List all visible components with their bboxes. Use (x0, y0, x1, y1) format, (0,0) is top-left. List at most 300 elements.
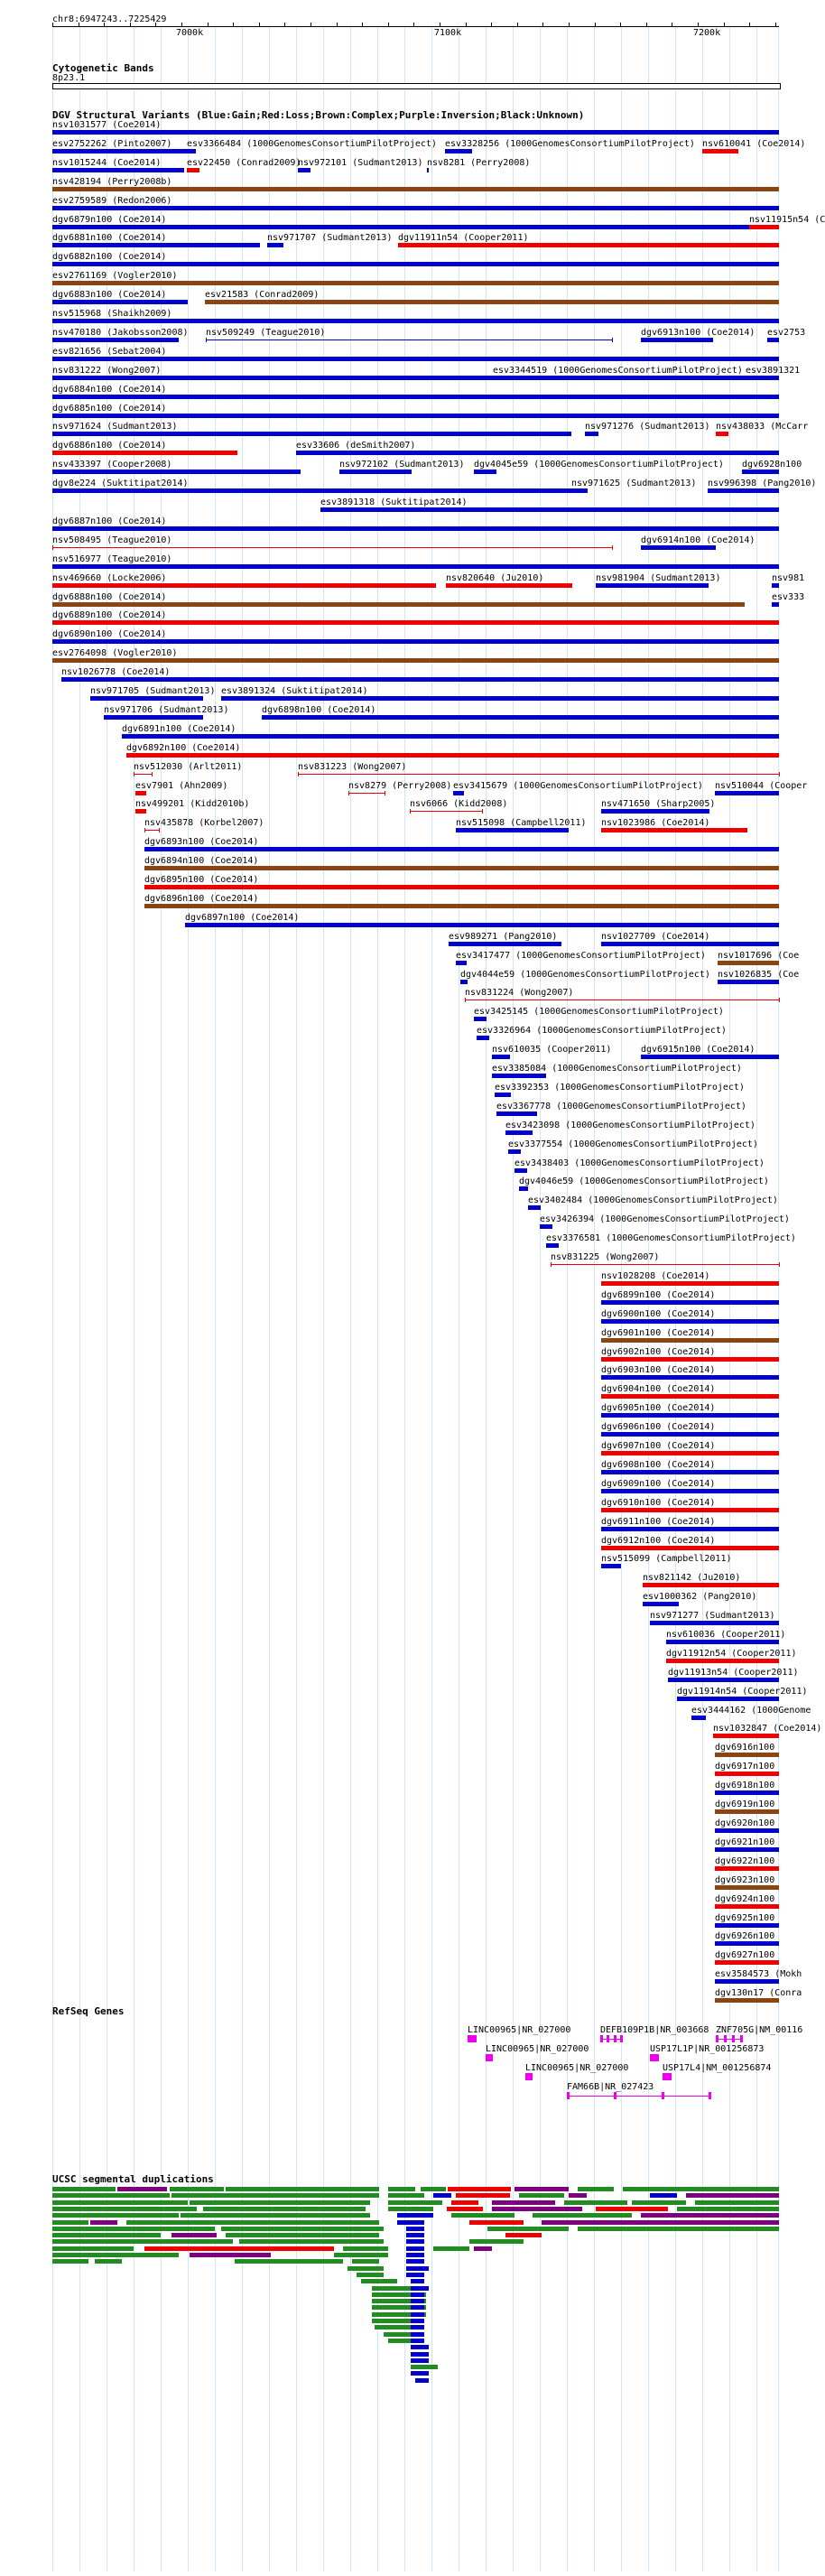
dgv-feature-label[interactable]: dgv6922n100 (715, 1856, 775, 1866)
dgv-feature-label[interactable]: nsv8281 (Perry2008) (427, 158, 531, 168)
dgv-feature-label[interactable]: dgv6924n100 (715, 1894, 775, 1904)
dgv-feature-label[interactable]: dgv6919n100 (715, 1799, 775, 1809)
dgv-feature-label[interactable]: dgv6885n100 (Coe2014) (52, 404, 167, 414)
dgv-feature-label[interactable]: dgv11914n54 (Cooper2011) (677, 1687, 808, 1697)
dgv-feature-label[interactable]: nsv1026778 (Coe2014) (61, 667, 171, 677)
dgv-feature-bar[interactable] (715, 1923, 779, 1928)
segdup-feature[interactable] (397, 2220, 424, 2225)
refseq-gene-model[interactable] (486, 2054, 493, 2061)
dgv-feature-label[interactable]: nsv510044 (Cooper (715, 781, 808, 791)
dgv-feature-label[interactable]: dgv4044e59 (1000GenomesConsortiumPilotProject) (460, 970, 710, 980)
segdup-feature[interactable] (90, 2220, 117, 2225)
dgv-feature-label[interactable]: dgv6926n100 (715, 1931, 775, 1941)
dgv-feature-bar[interactable] (601, 1564, 621, 1568)
segdup-feature[interactable] (203, 2207, 366, 2211)
segdup-feature[interactable] (641, 2213, 779, 2218)
segdup-feature[interactable] (190, 2200, 370, 2205)
dgv-feature-bar[interactable] (52, 225, 779, 229)
dgv-feature-bar[interactable] (298, 168, 311, 172)
dgv-feature-label[interactable]: nsv971624 (Sudmant2013) (52, 422, 178, 432)
segdup-feature[interactable] (52, 2259, 88, 2264)
segdup-feature[interactable] (578, 2187, 614, 2191)
dgv-feature-label[interactable]: nsv499201 (Kidd2010b) (135, 799, 250, 809)
dgv-feature-bar[interactable] (601, 1357, 779, 1362)
dgv-feature-bar[interactable] (445, 149, 472, 153)
dgv-feature-label[interactable]: nsv428194 (Perry2008b) (52, 177, 172, 187)
dgv-feature-bar[interactable] (135, 809, 146, 814)
dgv-feature-label[interactable]: nsv1027709 (Coe2014) (601, 932, 710, 942)
dgv-feature-bar[interactable] (262, 715, 779, 720)
dgv-feature-bar[interactable] (643, 1583, 779, 1587)
dgv-feature-bar[interactable] (585, 432, 598, 436)
refseq-gene-label[interactable]: LINC00965|NR_027000 (525, 2063, 629, 2073)
dgv-feature-label[interactable]: dgv6901n100 (Coe2014) (601, 1328, 716, 1338)
dgv-feature-bar[interactable] (601, 1527, 779, 1531)
dgv-feature-label[interactable]: nsv831222 (Wong2007) (52, 366, 162, 376)
segdup-feature[interactable] (411, 2358, 429, 2363)
segdup-feature[interactable] (375, 2325, 415, 2330)
dgv-feature-bar[interactable] (668, 1678, 779, 1682)
dgv-feature-label[interactable]: dgv6911n100 (Coe2014) (601, 1517, 716, 1527)
dgv-feature-label[interactable]: nsv515098 (Campbell2011) (456, 818, 587, 828)
segdup-feature[interactable] (52, 2193, 170, 2198)
segdup-feature[interactable] (411, 2365, 438, 2369)
dgv-feature-label[interactable]: dgv11912n54 (Cooper2011) (666, 1649, 797, 1659)
segdup-feature[interactable] (469, 2239, 524, 2244)
dgv-feature-label[interactable]: esv3425145 (1000GenomesConsortiumPilotProject) (474, 1007, 724, 1017)
dgv-feature-label[interactable]: dgv6890n100 (Coe2014) (52, 629, 167, 639)
dgv-feature-bar[interactable] (601, 1300, 779, 1305)
refseq-gene-label[interactable]: USP17L4|NM_001256874 (663, 2063, 772, 2073)
dgv-feature-bar[interactable] (772, 583, 779, 588)
cytoband-ideogram[interactable] (52, 83, 781, 89)
dgv-feature-bar[interactable] (52, 281, 779, 285)
dgv-track-title[interactable]: DGV Structural Variants (Blue:Gain;Red:Loss;Brown:Complex;Purple:Inversion;Black:Unknown) (52, 109, 585, 121)
dgv-feature-bar[interactable] (601, 1338, 779, 1343)
dgv-feature-bar[interactable] (52, 451, 237, 455)
dgv-feature-bar[interactable] (596, 583, 709, 588)
dgv-feature-label[interactable]: esv3366484 (1000GenomesConsortiumPilotProject) (187, 139, 437, 149)
dgv-feature-bar[interactable] (715, 1753, 779, 1757)
segdup-feature[interactable] (388, 2207, 433, 2211)
dgv-feature-bar[interactable] (52, 187, 779, 191)
dgv-feature-label[interactable]: esv2764098 (Vogler2010) (52, 648, 178, 658)
segdup-feature[interactable] (388, 2193, 424, 2198)
dgv-feature-bar[interactable] (508, 1149, 521, 1154)
dgv-feature-label[interactable]: dgv6897n100 (Coe2014) (185, 913, 300, 923)
refseq-track-title[interactable]: RefSeq Genes (52, 2005, 125, 2017)
dgv-feature-bar[interactable] (453, 791, 464, 795)
dgv-feature-label[interactable]: esv22450 (Conrad2009) (187, 158, 301, 168)
dgv-feature-label[interactable]: nsv6066 (Kidd2008) (410, 799, 508, 809)
dgv-feature-bar[interactable] (339, 470, 412, 474)
dgv-feature-label[interactable]: dgv4046e59 (1000GenomesConsortiumPilotProject) (519, 1176, 769, 1186)
dgv-feature-bar[interactable] (410, 811, 482, 812)
dgv-feature-bar[interactable] (601, 1281, 779, 1286)
dgv-feature-label[interactable]: nsv433397 (Cooper2008) (52, 460, 172, 470)
dgv-feature-bar[interactable] (90, 696, 203, 701)
dgv-feature-bar[interactable] (641, 1055, 779, 1059)
dgv-feature-label[interactable]: esv3423098 (1000GenomesConsortiumPilotProject) (505, 1121, 755, 1130)
segdup-feature[interactable] (451, 2213, 514, 2218)
dgv-feature-bar[interactable] (122, 734, 779, 739)
dgv-feature-label[interactable]: dgv6927n100 (715, 1950, 775, 1960)
dgv-feature-label[interactable]: nsv515099 (Campbell2011) (601, 1554, 732, 1564)
segdup-feature[interactable] (514, 2187, 569, 2191)
dgv-feature-label[interactable]: esv3326964 (1000GenomesConsortiumPilotProject) (477, 1026, 727, 1036)
refseq-gene-label[interactable]: LINC00965|NR_027000 (468, 2025, 571, 2035)
dgv-feature-bar[interactable] (185, 923, 779, 927)
refseq-gene-model[interactable] (716, 2039, 743, 2040)
refseq-gene-label[interactable]: ZNF705G|NM_00116 (716, 2025, 803, 2035)
dgv-feature-bar[interactable] (767, 338, 779, 342)
dgv-feature-bar[interactable] (528, 1205, 541, 1210)
segdup-feature[interactable] (226, 2233, 379, 2237)
segdup-feature[interactable] (406, 2253, 424, 2257)
dgv-feature-bar[interactable] (427, 168, 429, 172)
dgv-feature-bar[interactable] (691, 1716, 706, 1720)
dgv-feature-label[interactable]: dgv6907n100 (Coe2014) (601, 1441, 716, 1451)
segdup-feature[interactable] (190, 2253, 271, 2257)
dgv-feature-bar[interactable] (601, 809, 709, 814)
dgv-feature-label[interactable]: dgv6912n100 (Coe2014) (601, 1536, 716, 1546)
dgv-feature-bar[interactable] (52, 376, 779, 380)
segdup-track-title[interactable]: UCSC segmental duplications (52, 2173, 214, 2185)
dgv-feature-bar[interactable] (601, 828, 747, 832)
dgv-feature-label[interactable]: nsv831225 (Wong2007) (551, 1252, 660, 1262)
dgv-feature-label[interactable]: dgv6898n100 (Coe2014) (262, 705, 376, 715)
dgv-feature-label[interactable]: dgv6923n100 (715, 1875, 775, 1885)
dgv-feature-label[interactable]: esv2759589 (Redon2006) (52, 196, 172, 206)
dgv-feature-bar[interactable] (666, 1640, 779, 1644)
dgv-feature-bar[interactable] (492, 1074, 546, 1078)
segdup-feature[interactable] (411, 2352, 429, 2357)
segdup-feature[interactable] (411, 2279, 424, 2283)
segdup-feature[interactable] (677, 2207, 779, 2211)
dgv-feature-bar[interactable] (135, 791, 146, 795)
segdup-feature[interactable] (411, 2292, 424, 2297)
dgv-feature-label[interactable]: dgv6909n100 (Coe2014) (601, 1479, 716, 1489)
dgv-feature-label[interactable]: esv2752262 (Pinto2007) (52, 139, 172, 149)
dgv-feature-label[interactable]: dgv6888n100 (Coe2014) (52, 592, 167, 602)
dgv-feature-label[interactable]: dgv6905n100 (Coe2014) (601, 1403, 716, 1413)
dgv-feature-bar[interactable] (601, 1319, 779, 1324)
dgv-feature-label[interactable]: dgv6894n100 (Coe2014) (144, 856, 259, 866)
dgv-feature-bar[interactable] (716, 432, 728, 436)
dgv-feature-bar[interactable] (52, 149, 188, 153)
refseq-gene-model[interactable] (525, 2073, 533, 2080)
segdup-feature[interactable] (415, 2378, 429, 2383)
dgv-feature-bar[interactable] (134, 774, 152, 775)
dgv-feature-bar[interactable] (52, 357, 779, 361)
dgv-feature-bar[interactable] (398, 243, 779, 247)
dgv-feature-label[interactable]: dgv11911n54 (Cooper2011) (398, 233, 529, 243)
segdup-feature[interactable] (52, 2207, 197, 2211)
segdup-feature[interactable] (686, 2193, 779, 2198)
segdup-feature[interactable] (221, 2227, 384, 2231)
segdup-feature[interactable] (406, 2259, 424, 2264)
dgv-feature-bar[interactable] (52, 206, 779, 210)
segdup-feature[interactable] (52, 2253, 179, 2257)
dgv-feature-bar[interactable] (205, 300, 779, 304)
dgv-feature-bar[interactable] (460, 980, 468, 984)
dgv-feature-label[interactable]: nsv971625 (Sudmant2013) (571, 479, 697, 488)
segdup-feature[interactable] (447, 2207, 483, 2211)
dgv-feature-bar[interactable] (52, 658, 779, 663)
segdup-feature[interactable] (411, 2371, 429, 2376)
dgv-feature-bar[interactable] (456, 828, 569, 832)
dgv-feature-label[interactable]: esv1000362 (Pang2010) (643, 1592, 757, 1602)
segdup-feature[interactable] (52, 2213, 179, 2218)
dgv-feature-bar[interactable] (52, 168, 184, 172)
segdup-feature[interactable] (52, 2246, 134, 2251)
dgv-feature-bar[interactable] (715, 1885, 779, 1890)
dgv-feature-label[interactable]: esv33606 (deSmith2007) (296, 441, 416, 451)
segdup-feature[interactable] (569, 2193, 587, 2198)
segdup-feature[interactable] (492, 2207, 582, 2211)
segdup-feature[interactable] (519, 2193, 564, 2198)
dgv-feature-label[interactable]: esv333 (772, 592, 805, 602)
dgv-feature-label[interactable]: nsv508495 (Teague2010) (52, 535, 172, 545)
dgv-feature-bar[interactable] (493, 376, 504, 380)
dgv-feature-label[interactable]: nsv971706 (Sudmant2013) (104, 705, 229, 715)
segdup-feature[interactable] (632, 2200, 686, 2205)
segdup-feature[interactable] (474, 2246, 492, 2251)
segdup-feature[interactable] (144, 2246, 334, 2251)
dgv-feature-bar[interactable] (456, 961, 467, 965)
dgv-feature-label[interactable]: esv3891324 (Suktitipat2014) (221, 686, 368, 696)
dgv-feature-bar[interactable] (715, 1866, 779, 1871)
dgv-feature-label[interactable]: dgv6917n100 (715, 1762, 775, 1772)
dgv-feature-bar[interactable] (187, 168, 199, 172)
dgv-feature-bar[interactable] (718, 961, 779, 965)
dgv-feature-label[interactable]: nsv820640 (Ju2010) (446, 573, 544, 583)
dgv-feature-label[interactable]: nsv610035 (Cooper2011) (492, 1045, 612, 1055)
dgv-feature-bar[interactable] (715, 1772, 779, 1776)
dgv-feature-bar[interactable] (348, 793, 385, 794)
dgv-feature-label[interactable]: dgv6884n100 (Coe2014) (52, 385, 167, 395)
refseq-gene-model[interactable] (650, 2054, 659, 2061)
dgv-feature-label[interactable]: nsv469660 (Locke2006) (52, 573, 167, 583)
dgv-feature-bar[interactable] (601, 1432, 779, 1437)
dgv-feature-bar[interactable] (601, 942, 779, 946)
dgv-feature-bar[interactable] (52, 414, 779, 418)
dgv-feature-label[interactable]: esv3367778 (1000GenomesConsortiumPilotProject) (496, 1102, 746, 1111)
segdup-feature[interactable] (406, 2233, 424, 2237)
dgv-feature-bar[interactable] (104, 715, 203, 720)
segdup-feature[interactable] (361, 2279, 397, 2283)
dgv-feature-bar[interactable] (641, 338, 713, 342)
dgv-feature-label[interactable]: nsv996398 (Pang2010) (708, 479, 817, 488)
dgv-feature-label[interactable]: esv3891318 (Suktitipat2014) (320, 498, 468, 507)
dgv-feature-label[interactable]: dgv130n17 (Conra (715, 1988, 802, 1998)
segdup-feature[interactable] (623, 2187, 779, 2191)
dgv-feature-bar[interactable] (52, 243, 260, 247)
segdup-feature[interactable] (411, 2305, 424, 2310)
dgv-feature-label[interactable]: esv3415679 (1000GenomesConsortiumPilotProject) (453, 781, 703, 791)
dgv-feature-label[interactable]: nsv509249 (Teague2010) (206, 328, 326, 338)
dgv-feature-label[interactable]: esv3402484 (1000GenomesConsortiumPilotProject) (528, 1195, 778, 1205)
dgv-feature-bar[interactable] (715, 1790, 779, 1795)
segdup-feature[interactable] (52, 2227, 215, 2231)
segdup-feature[interactable] (388, 2200, 442, 2205)
dgv-feature-bar[interactable] (715, 1941, 779, 1946)
segdup-feature[interactable] (181, 2213, 370, 2218)
dgv-feature-bar[interactable] (267, 243, 283, 247)
dgv-feature-label[interactable]: dgv6910n100 (Coe2014) (601, 1498, 716, 1508)
dgv-feature-label[interactable]: esv3426394 (1000GenomesConsortiumPilotProject) (540, 1214, 790, 1224)
dgv-feature-bar[interactable] (52, 262, 779, 266)
dgv-feature-label[interactable]: dgv6915n100 (Coe2014) (641, 1045, 755, 1055)
segdup-feature[interactable] (343, 2246, 388, 2251)
dgv-feature-label[interactable]: dgv6892n100 (Coe2014) (126, 743, 241, 753)
dgv-feature-bar[interactable] (601, 1470, 779, 1474)
dgv-feature-bar[interactable] (320, 507, 779, 512)
segdup-feature[interactable] (170, 2187, 224, 2191)
segdup-feature[interactable] (433, 2246, 469, 2251)
dgv-feature-bar[interactable] (643, 1602, 679, 1606)
dgv-feature-label[interactable]: nsv981 (772, 573, 805, 583)
segdup-feature[interactable] (533, 2213, 632, 2218)
dgv-feature-bar[interactable] (677, 1697, 779, 1701)
segdup-feature[interactable] (388, 2187, 415, 2191)
dgv-feature-bar[interactable] (52, 620, 779, 625)
segdup-feature[interactable] (411, 2312, 424, 2317)
dgv-feature-label[interactable]: dgv6920n100 (715, 1818, 775, 1828)
dgv-feature-label[interactable]: dgv4045e59 (1000GenomesConsortiumPilotProject) (474, 460, 724, 470)
dgv-feature-label[interactable]: nsv1031577 (Coe2014) (52, 120, 162, 130)
dgv-feature-bar[interactable] (742, 470, 779, 474)
dgv-feature-bar[interactable] (713, 1734, 779, 1738)
dgv-feature-label[interactable]: dgv6896n100 (Coe2014) (144, 894, 259, 904)
dgv-feature-bar[interactable] (601, 1413, 779, 1418)
dgv-feature-bar[interactable] (474, 1017, 487, 1021)
dgv-feature-label[interactable]: dgv6889n100 (Coe2014) (52, 610, 167, 620)
dgv-feature-bar[interactable] (474, 470, 496, 474)
segdup-feature[interactable] (171, 2193, 379, 2198)
dgv-feature-bar[interactable] (52, 130, 779, 135)
dgv-feature-label[interactable]: nsv610036 (Cooper2011) (666, 1630, 786, 1640)
dgv-feature-label[interactable]: nsv515968 (Shaikh2009) (52, 309, 172, 319)
dgv-feature-label[interactable]: dgv6916n100 (715, 1743, 775, 1753)
dgv-feature-bar[interactable] (715, 1904, 779, 1909)
dgv-feature-label[interactable]: esv3584573 (Mokh (715, 1969, 802, 1979)
refseq-gene-model[interactable] (600, 2039, 623, 2040)
segdup-feature[interactable] (487, 2227, 569, 2231)
dgv-feature-label[interactable]: nsv972102 (Sudmant2013) (339, 460, 465, 470)
dgv-feature-label[interactable]: nsv1023986 (Coe2014) (601, 818, 710, 828)
dgv-feature-label[interactable]: nsv972101 (Sudmant2013) (298, 158, 423, 168)
dgv-feature-bar[interactable] (715, 1847, 779, 1852)
dgv-feature-label[interactable]: esv3344519 (1000GenomesConsortiumPilotProject) (493, 366, 743, 376)
dgv-feature-label[interactable]: esv2753 (767, 328, 806, 338)
dgv-feature-bar[interactable] (126, 753, 779, 758)
refseq-gene-label[interactable]: FAM66B|NR_027423 (567, 2082, 654, 2092)
dgv-feature-bar[interactable] (144, 885, 779, 889)
dgv-feature-bar[interactable] (52, 639, 779, 644)
dgv-feature-label[interactable]: dgv6925n100 (715, 1913, 775, 1923)
segdup-feature[interactable] (411, 2325, 424, 2330)
dgv-feature-bar[interactable] (715, 1828, 779, 1833)
dgv-feature-label[interactable]: esv7901 (Ahn2009) (135, 781, 228, 791)
dgv-feature-label[interactable]: esv3891321 (746, 366, 801, 376)
dgv-feature-label[interactable]: dgv6893n100 (Coe2014) (144, 837, 259, 847)
dgv-feature-bar[interactable] (144, 904, 779, 908)
dgv-feature-label[interactable]: dgv6906n100 (Coe2014) (601, 1422, 716, 1432)
dgv-feature-label[interactable]: dgv6895n100 (Coe2014) (144, 875, 259, 885)
segdup-feature[interactable] (235, 2259, 343, 2264)
dgv-feature-label[interactable]: nsv971707 (Sudmant2013) (267, 233, 393, 243)
dgv-feature-bar[interactable] (52, 547, 612, 548)
dgv-feature-label[interactable]: esv3376581 (1000GenomesConsortiumPilotProject) (546, 1233, 796, 1243)
dgv-feature-bar[interactable] (52, 526, 779, 531)
segdup-feature[interactable] (52, 2220, 88, 2225)
dgv-feature-label[interactable]: dgv6902n100 (Coe2014) (601, 1347, 716, 1357)
refseq-gene-label[interactable]: DEFB109P1B|NR_003668 (600, 2025, 709, 2035)
dgv-feature-label[interactable]: dgv6899n100 (Coe2014) (601, 1290, 716, 1300)
dgv-feature-bar[interactable] (540, 1224, 552, 1229)
dgv-feature-bar[interactable] (715, 1960, 779, 1965)
segdup-feature[interactable] (406, 2266, 429, 2271)
refseq-gene-model[interactable] (468, 2035, 477, 2042)
dgv-feature-bar[interactable] (718, 980, 779, 984)
dgv-feature-bar[interactable] (298, 774, 779, 775)
dgv-feature-label[interactable]: nsv971705 (Sudmant2013) (90, 686, 216, 696)
dgv-feature-label[interactable]: esv821656 (Sebat2004) (52, 347, 167, 357)
segdup-feature[interactable] (397, 2213, 433, 2218)
segdup-feature[interactable] (695, 2200, 779, 2205)
dgv-feature-bar[interactable] (519, 1186, 528, 1191)
dgv-feature-label[interactable]: nsv610041 (Coe2014) (702, 139, 806, 149)
dgv-feature-bar[interactable] (495, 1093, 511, 1097)
dgv-feature-bar[interactable] (492, 1055, 510, 1059)
dgv-feature-bar[interactable] (715, 791, 779, 795)
segdup-feature[interactable] (492, 2200, 555, 2205)
dgv-feature-label[interactable]: nsv435878 (Korbel2007) (144, 818, 264, 828)
dgv-feature-bar[interactable] (749, 225, 779, 229)
dgv-feature-label[interactable]: dgv8e224 (Suktitipat2014) (52, 479, 189, 488)
segdup-feature[interactable] (542, 2220, 779, 2225)
cytoband-track-title[interactable]: Cytogenetic Bands (52, 62, 154, 74)
dgv-feature-label[interactable]: dgv6913n100 (Coe2014) (641, 328, 755, 338)
dgv-feature-label[interactable]: dgv6914n100 (Coe2014) (641, 535, 755, 545)
dgv-feature-bar[interactable] (601, 1508, 779, 1512)
segdup-feature[interactable] (406, 2246, 424, 2251)
segdup-feature[interactable] (406, 2239, 424, 2244)
dgv-feature-label[interactable]: nsv1015244 (Coe2014) (52, 158, 162, 168)
dgv-feature-bar[interactable] (52, 300, 188, 304)
dgv-feature-bar[interactable] (52, 319, 779, 323)
dgv-feature-label[interactable]: nsv1028208 (Coe2014) (601, 1271, 710, 1281)
segdup-feature[interactable] (411, 2332, 424, 2337)
dgv-feature-bar[interactable] (52, 564, 779, 569)
segdup-feature[interactable] (171, 2233, 217, 2237)
dgv-feature-label[interactable]: dgv6883n100 (Coe2014) (52, 290, 167, 300)
dgv-feature-label[interactable]: dgv6900n100 (Coe2014) (601, 1309, 716, 1319)
dgv-feature-bar[interactable] (715, 1998, 779, 2003)
dgv-feature-label[interactable]: dgv6881n100 (Coe2014) (52, 233, 167, 243)
segdup-feature[interactable] (406, 2227, 424, 2231)
segdup-feature[interactable] (348, 2266, 384, 2271)
dgv-feature-bar[interactable] (52, 338, 179, 342)
segdup-feature[interactable] (52, 2233, 161, 2237)
dgv-feature-label[interactable]: nsv438033 (McCarr (716, 422, 809, 432)
dgv-feature-bar[interactable] (601, 1546, 779, 1550)
dgv-feature-label[interactable]: dgv6879n100 (Coe2014) (52, 215, 167, 225)
dgv-feature-bar[interactable] (746, 376, 779, 380)
dgv-feature-bar[interactable] (144, 847, 779, 851)
dgv-feature-bar[interactable] (715, 1809, 779, 1814)
